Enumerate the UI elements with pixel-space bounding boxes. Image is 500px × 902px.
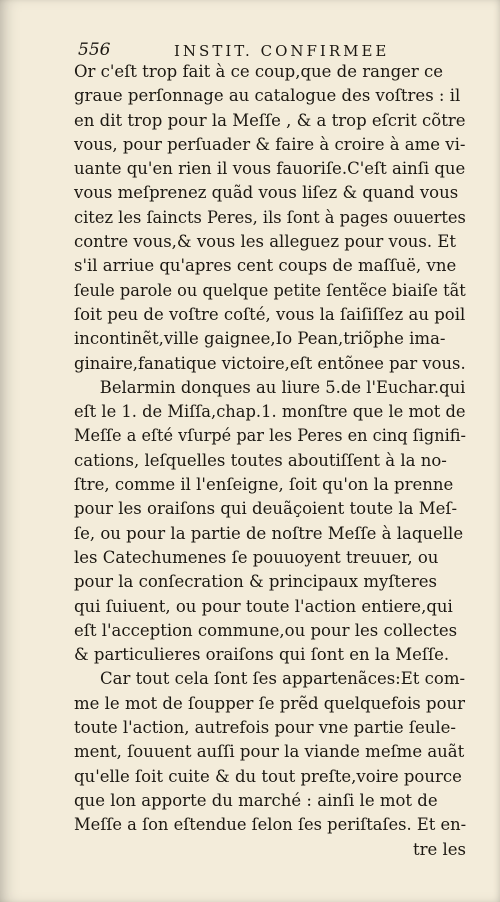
text-line: toute l'action, autrefois pour vne partie ſeule- — [74, 718, 456, 738]
text-line: Or c'eſt trop fait à ce coup,que de ranger ce — [74, 62, 444, 81]
text-line: Car tout cela ſont ſes appartenãces:Et com- — [100, 669, 466, 689]
text-line: citez les ſaincts Peres, ils ſont à pages ouuertes — [74, 207, 466, 227]
text-line: ſeule parole ou quelque petite ſentẽce biaiſe tãt — [74, 280, 466, 300]
text-line: uante qu'en rien il vous fauoriſe.C'eſt ainſi que — [74, 159, 466, 179]
text-line: Meſſe a ſon eſtendue ſelon ſes periſtaſes. Et en- — [74, 815, 467, 835]
text-line: vous, pour perſuader & faire à croire à ame vi- — [74, 134, 466, 154]
body-text — [74, 60, 466, 862]
running-title: INSTIT. CONFIRMEE — [174, 42, 390, 60]
text-line: Belarmin donques au liure 5.de l'Euchar.qui — [99, 377, 466, 397]
text-line: cations, leſquelles toutes aboutiſſent à la no- — [74, 450, 447, 470]
text-line: qu'elle ſoit cuite & du tout preſte,voire pource — [74, 766, 462, 786]
text-line: en dit trop pour la Meſſe , & a trop eſcrit cõtre — [74, 110, 466, 130]
text-line: incontinẽt,ville gaignee,Io Pean,triõphe ima- — [74, 329, 446, 349]
text-line: me le mot de ſoupper ſe prẽd quelquefois pour — [74, 693, 466, 713]
text-line: graue perſonnage au catalogue des voſtres : il — [74, 86, 461, 106]
text-line: ſtre, comme il l'enſeigne, ſoit qu'on la prenne — [74, 475, 454, 495]
text-line: & particulieres oraiſons qui ſont en la Meſſe. — [74, 645, 450, 665]
text-line: ſe, ou pour la partie de noſtre Meſſe à laquelle — [74, 523, 464, 543]
text-line: qui ſuiuent, ou pour toute l'action entiere,qui — [74, 596, 453, 616]
text-line: ſoit peu de voſtre coſté, vous la ſaiſiſſez au poil — [74, 304, 466, 324]
text-line: eſt l'acception commune,ou pour les collectes — [74, 620, 458, 640]
text-line: contre vous,& vous les alleguez pour vous. Et — [74, 232, 457, 252]
text-line: s'il arriue qu'apres cent coups de maſſuë, vne — [74, 256, 457, 276]
text-line: ment, ſouuent auſſi pour la viande meſme auãt — [74, 742, 465, 762]
text-line: eſt le 1. de Miſſa,chap.1. monſtre que le mot de — [74, 402, 466, 422]
text-line: les Catechumenes ſe pouuoyent treuuer, ou — [74, 547, 439, 567]
running-head — [78, 40, 418, 62]
text-line: pour la conſecration & principaux myſteres — [74, 572, 437, 592]
text-line: pour les oraiſons qui deuãçoient toute la Meſ- — [74, 499, 458, 519]
text-line: que lon apporte du marché : ainſi le mot de — [74, 790, 438, 810]
text-line: ginaire,fanatique victoire,eſt entõnee par vous. — [74, 353, 466, 373]
catchword-line: tre les — [412, 839, 466, 859]
page-number: 556 — [78, 40, 111, 60]
text-line: Meſſe a eſté vſurpé par les Peres en cinq ſignifi- — [74, 426, 466, 446]
text-line: vous meſprenez quãd vous liſez & quand vous — [74, 183, 459, 203]
